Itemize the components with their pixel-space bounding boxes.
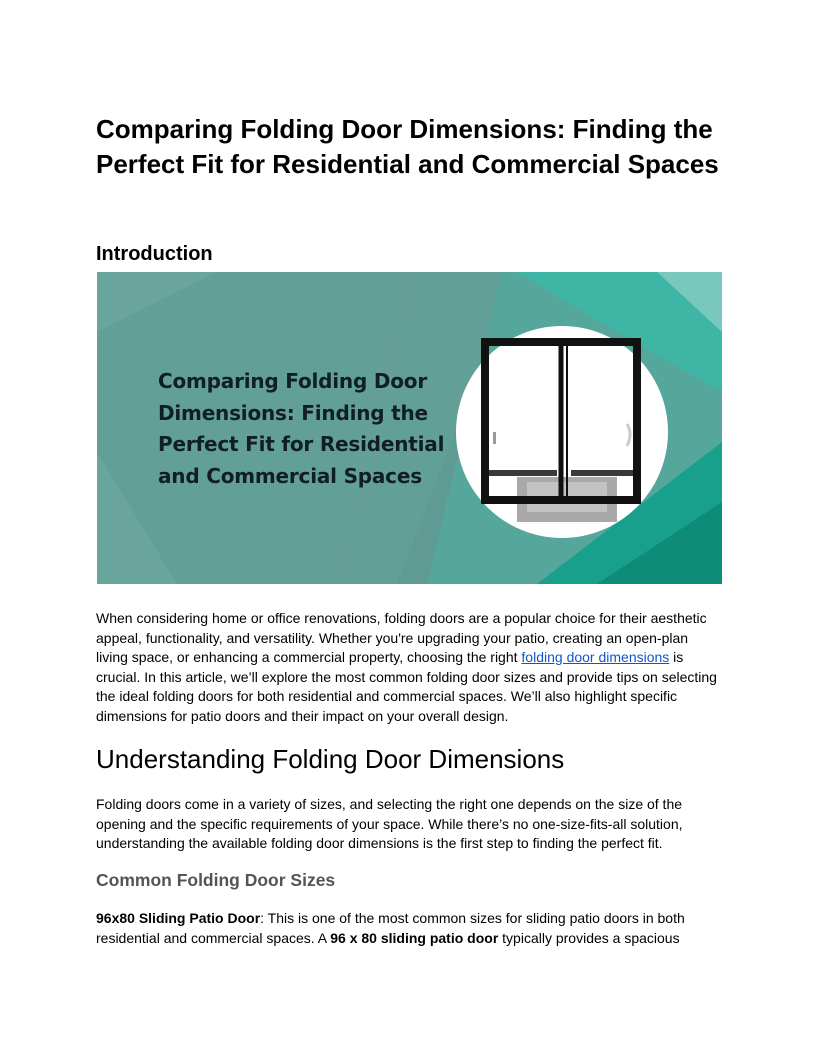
size-text-1: : This is one of the most common sizes for sliding patio doors in both residential and commercial spaces. A [96,910,685,946]
sizes-paragraph [96,909,722,948]
sliding-door-icon [485,342,637,522]
section-heading: Understanding Folding Door Dimensions [96,744,565,774]
size-inline-bold: 96 x 80 sliding patio door [330,929,499,946]
intro-text-start: When considering home or office renovations, folding doors are a popular choice for their aesthetic appeal, functionality, and versatility. Whether you're upgrading your patio, creating an open-plan living space, or enhancing a commercial property, choosing the right [96,610,707,665]
banner-title: Comparing Folding Door Dimensions: Finding the Perfect Fit for Residential and Commercial Spaces [158,369,445,488]
section-paragraph: Folding doors come in a variety of sizes, and selecting the right one depends on the size of the opening and the specific requirements of your space. While there’s no one-size-fits-all solution, understanding the available folding door dimensions is the first step to finding the perfect fit. [96,796,683,851]
banner-image [97,272,722,584]
document-title: Comparing Folding Door Dimensions: Finding the Perfect Fit for Residential and Commercial Spaces [96,114,719,179]
subheading: Common Folding Door Sizes [96,870,336,890]
intro-text-end: is crucial. In this article, we’ll explore the most common folding door sizes and provide tips on selecting the ideal folding doors for both residential and commercial spaces. We’ll also highlight specific dimensions for patio doors and their impact on your overall design. [96,649,717,724]
size-text-2: typically provides a spacious [498,929,680,946]
folding-door-dimensions-link[interactable]: folding door dimensions [521,649,670,665]
intro-paragraph [96,609,722,726]
intro-heading: Introduction [96,243,213,265]
size-lead-bold: 96x80 Sliding Patio Door [96,910,261,926]
